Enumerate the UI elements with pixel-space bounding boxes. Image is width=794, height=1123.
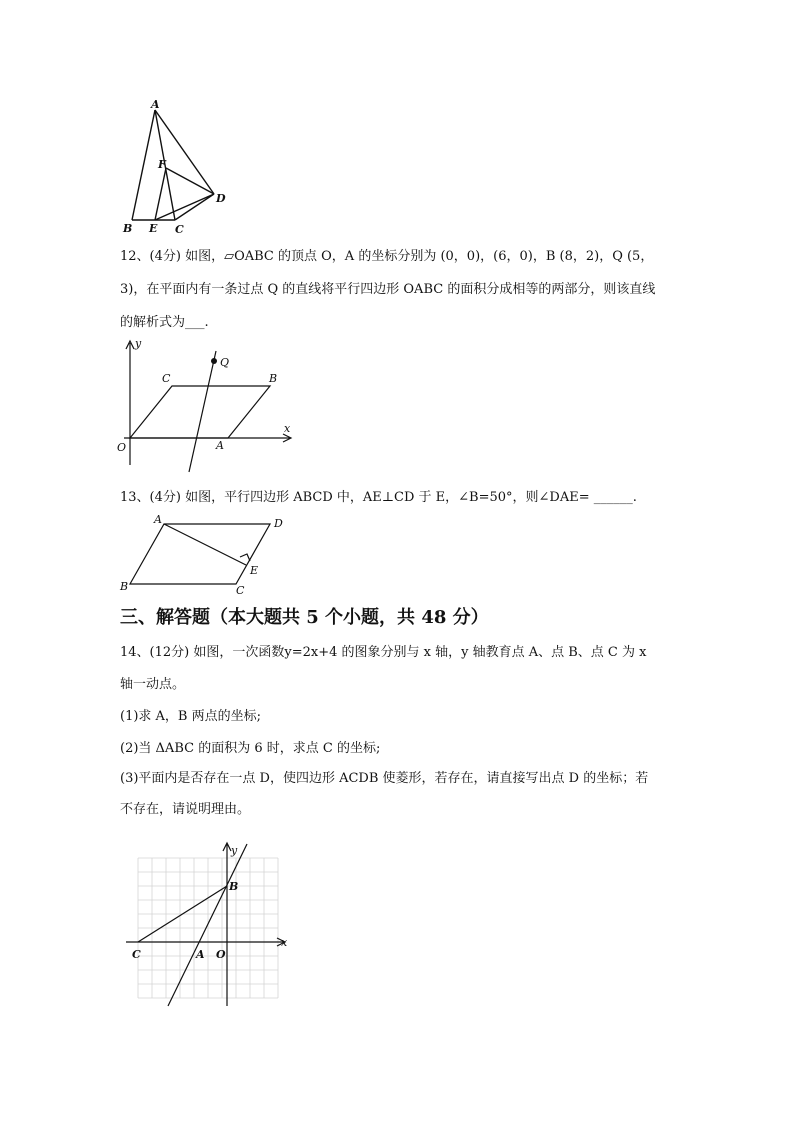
q14-text-line2: 轴一动点。	[120, 677, 186, 692]
q14-part3-line2: 不存在，请说明理由。	[120, 802, 251, 817]
q12-text-line2: 3)，在平面内有一条过点 Q 的直线将平行四边形 OABC 的面积分成相等的两部分，则该直线	[120, 282, 656, 297]
label-f: F	[158, 158, 166, 171]
label-a: A	[151, 98, 160, 111]
label-c: C	[175, 223, 184, 236]
label-b: B	[120, 580, 129, 593]
section-heading: 三、解答题（本大题共 5 个小题，共 48 分）	[120, 607, 489, 628]
label-x: x	[284, 422, 291, 435]
q12-text-line1: 12、(4分) 如图，▱OABC 的顶点 O，A 的坐标分别为 (0，0)，(6，0)，B (8，2)，Q (5，	[120, 249, 654, 264]
label-y: y	[231, 844, 238, 857]
label-y: y	[135, 337, 142, 350]
label-x: x	[281, 936, 288, 949]
label-c: C	[162, 372, 171, 385]
q13-text: 13、(4分) 如图，平行四边形 ABCD 中，AE⊥CD 于 E，∠B=50°，则∠DAE= ______.	[120, 490, 637, 505]
label-o: O	[117, 441, 127, 454]
label-a: A	[196, 948, 205, 961]
label-d: D	[274, 517, 283, 530]
figure-q13-parallelogram	[112, 510, 302, 598]
label-o: O	[216, 948, 226, 961]
label-e: E	[149, 222, 158, 235]
figure-q12-coordinate-plot	[112, 335, 302, 475]
label-b: B	[229, 880, 239, 893]
q14-part3-line1: (3)平面内是否存在一点 D，使四边形 ACDB 使菱形，若存在，请直接写出点 D 的坐标；若	[120, 771, 649, 786]
label-c: C	[132, 948, 141, 961]
q14-text-line1: 14、(12分) 如图，一次函数y=2x+4 的图象分别与 x 轴，y 轴教育点 A、点 B、点 C 为 x	[120, 645, 647, 660]
label-a: A	[154, 513, 162, 526]
label-d: D	[216, 192, 226, 205]
q14-part1: (1)求 A，B 两点的坐标;	[120, 709, 262, 724]
label-b: B	[269, 372, 278, 385]
q12-text-line3: 的解析式为___.	[120, 315, 209, 330]
label-c: C	[236, 584, 245, 597]
figure-q11	[118, 96, 233, 236]
label-e: E	[250, 564, 259, 577]
label-a: A	[216, 439, 224, 452]
label-q: Q	[220, 356, 230, 369]
figure-q14-grid-plot	[118, 838, 298, 1010]
q14-part2: (2)当 ΔABC 的面积为 6 时，求点 C 的坐标;	[120, 741, 381, 756]
label-b: B	[123, 222, 133, 235]
